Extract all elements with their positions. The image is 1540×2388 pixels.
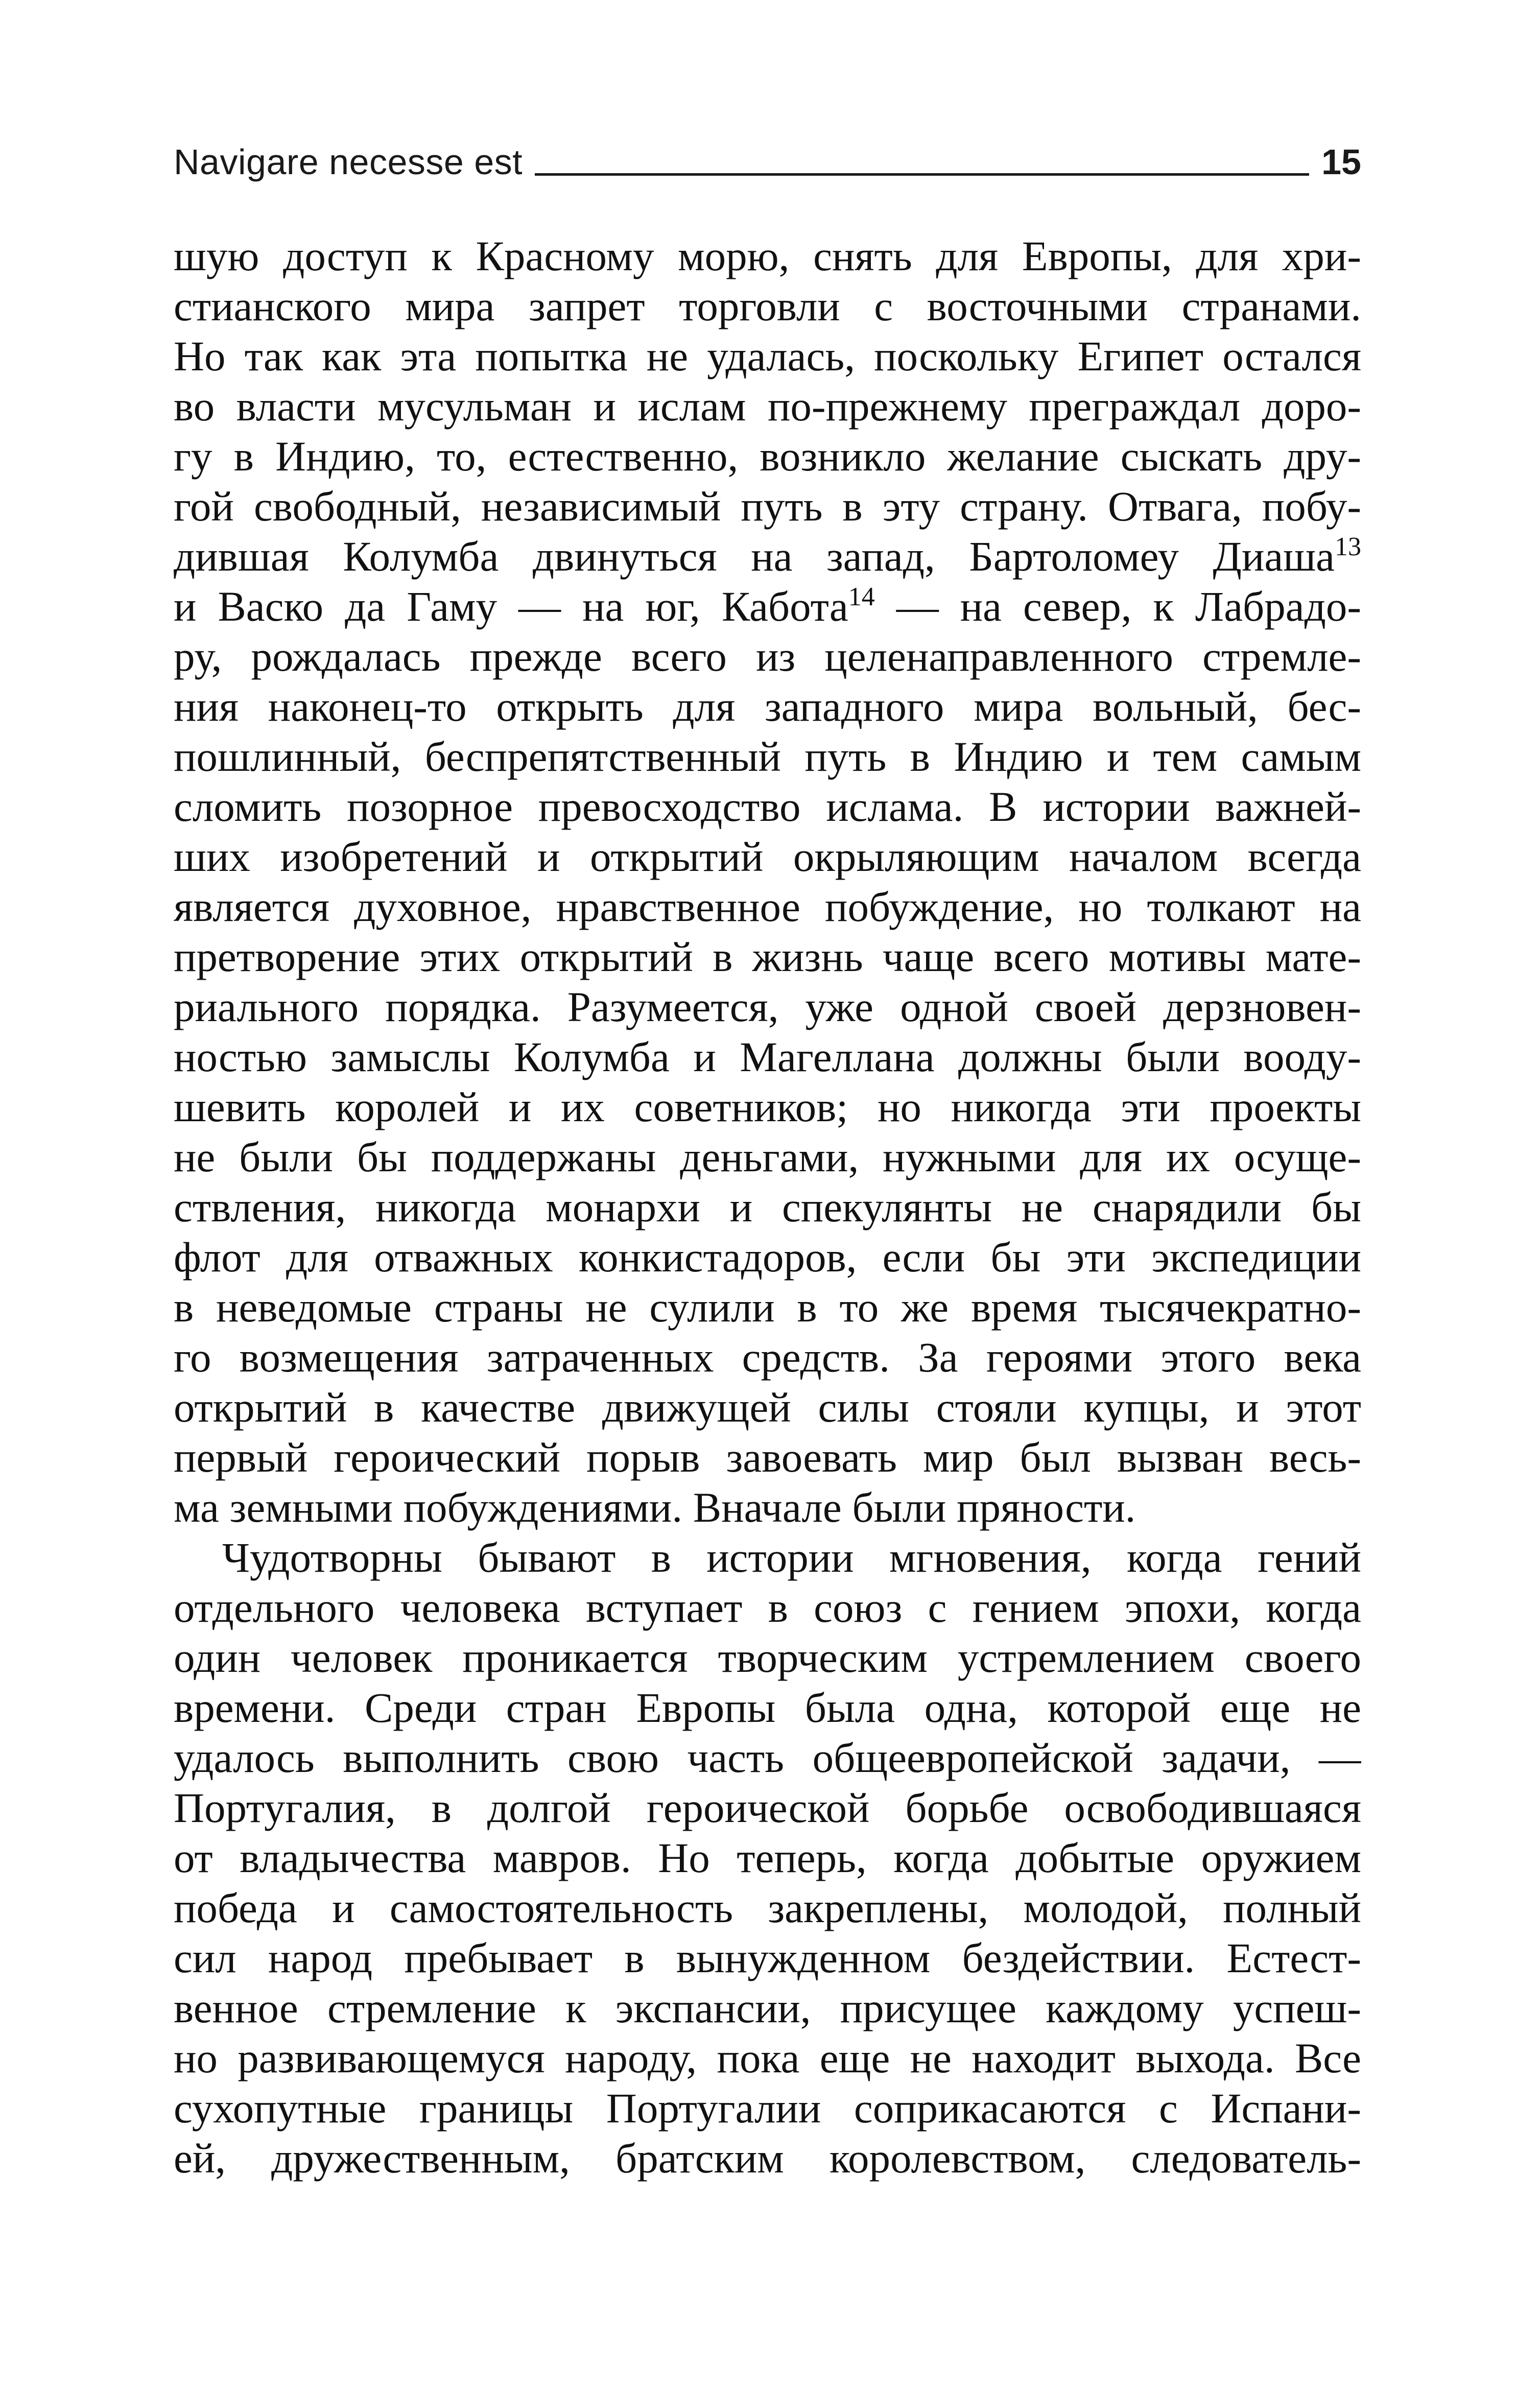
text-segment: и Васко да Гаму — на юг, Кабота [174,583,848,630]
text-line: пошлинный, беспрепятственный путь в Индию и тем самым [174,733,1361,780]
paragraph-2 [174,1532,1361,2183]
footnote-mark-13: 13 [1335,532,1361,561]
text-line: стианского мира запрет торговли с восточными странами. [174,282,1361,329]
text-line: ностью замыслы Колумба и Магеллана должны были вооду- [174,1033,1361,1080]
text-line: шевить королей и их советников; но никогда эти проекты [174,1083,1361,1130]
text-line: сломить позорное превосходство ислама. В истории важней- [174,783,1361,830]
text-line: претворение этих открытий в жизнь чаще всего мотивы мате- [174,933,1361,980]
text-line: один человек проникается творческим устремлением своего [174,1634,1361,1681]
body-text [174,231,1361,2183]
running-header [174,134,1361,180]
text-line [174,581,1361,631]
text-line: го возмещения затраченных средств. За героями этого века [174,1334,1361,1381]
text-line: отдельного человека вступает в союз с гением эпохи, когда [174,1584,1361,1631]
text-line: ей, дружественным, братским королевством, следователь- [174,2135,1361,2182]
text-line: шую доступ к Красному морю, снять для Европы, для хри- [174,232,1361,279]
text-line: ших изобретений и открытий окрыляющим началом всегда [174,833,1361,880]
text-line: гой свободный, независимый путь в эту страну. Отвага, побу- [174,483,1361,530]
text-line: в неведомые страны не сулили в то же время тысячекратно- [174,1284,1361,1331]
text-line: открытий в качестве движущей силы стояли купцы, и этот [174,1384,1361,1431]
text-line: ма земными побуждениями. Вначале были пряности. [174,1484,1136,1531]
text-line: первый героический порыв завоевать мир был вызван весь- [174,1434,1361,1481]
text-line: Чудотворны бывают в истории мгновения, когда гений [222,1534,1361,1581]
text-segment: — на север, к Лабрадо- [874,583,1361,630]
text-line: во власти мусульман и ислам по-прежнему преграждал доро- [174,383,1361,430]
text-line: венное стремление к экспансии, присущее каждому успеш- [174,1984,1361,2031]
text-line: сил народ пребывает в вынужденном бездействии. Естест- [174,1934,1361,1981]
text-line: победа и самостоятельность закреплены, молодой, полный [174,1884,1361,1931]
paragraph-1 [174,231,1361,1532]
running-header-title: Navigare necesse est [174,142,523,182]
text-line: не были бы поддержаны деньгами, нужными для их осуще- [174,1133,1361,1180]
footnote-mark-14: 14 [848,582,875,611]
page-number: 15 [1321,142,1361,182]
text-line: удалось выполнить свою часть общеевропейской задачи, — [174,1734,1361,1781]
text-line: ния наконец-то открыть для западного мира вольный, бес- [174,683,1361,730]
text-line: ствления, никогда монархи и спекулянты не снарядили бы [174,1184,1361,1231]
text-line: является духовное, нравственное побуждение, но толкают на [174,883,1361,930]
text-line [174,531,1361,581]
text-line: времени. Среди стран Европы была одна, которой еще не [174,1684,1361,1731]
text-line: ру, рождалась прежде всего из целенаправленного стремле- [174,633,1361,680]
text-line: гу в Индию, то, естественно, возникло желание сыскать дру- [174,433,1361,480]
text-line: риального порядка. Разумеется, уже одной своей дерзновен- [174,983,1361,1030]
header-rule [535,173,1309,176]
text-segment: дившая Колумба двинуться на запад, Бартоломеу Диаша [174,533,1335,580]
text-line: от владычества мавров. Но теперь, когда добытые оружием [174,1834,1361,1881]
text-line: но развивающемуся народу, пока еще не находит выхода. Все [174,2035,1361,2082]
text-line: флот для отважных конкистадоров, если бы эти экспедиции [174,1234,1361,1281]
text-line: Португалия, в долгой героической борьбе освободившаяся [174,1784,1361,1831]
text-line: Но так как эта попытка не удалась, поскольку Египет остался [174,333,1361,380]
text-line: сухопутные границы Португалии соприкасаются с Испани- [174,2085,1361,2132]
